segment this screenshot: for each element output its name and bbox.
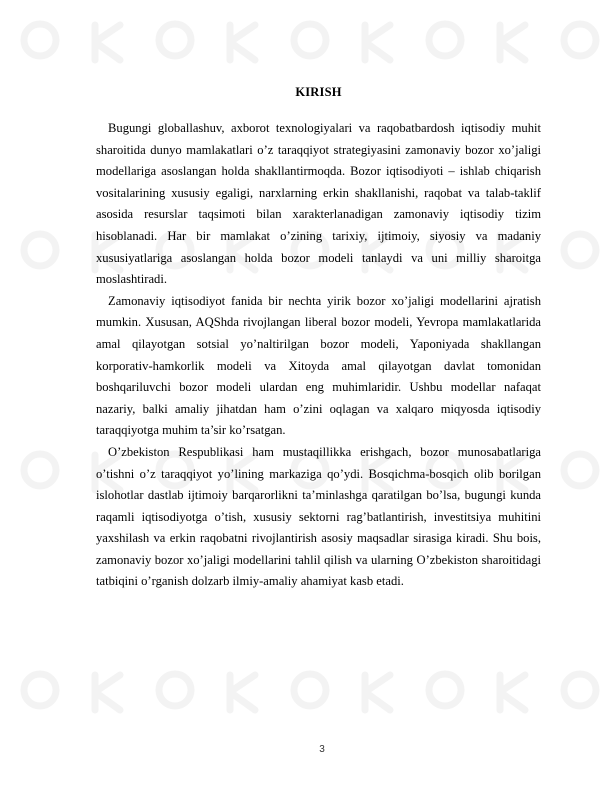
watermark-row-4 bbox=[24, 674, 596, 710]
page-title: KIRISH bbox=[295, 85, 342, 99]
body-text bbox=[96, 118, 541, 593]
paragraph-2: Zamonaviy iqtisodiyot fanida bir nechta yirik bozor xo’jaligi modellarini ajratish mumkin. Xususan, AQShda rivojlangan liberal bozor modeli, Yevropa mamlakatlarida amal qilayotgan sotsial yo’naltirilgan bozor modeli, Yaponiyada shakllangan korporativ-hamkorlik modeli va Xitoyda amal qilayotgan davlat tomonidan boshqariluvchi bozor modeli ulardan eng muhimlaridir. Ushbu modellar nafaqat nazariy, balki amaliy jihatdan ham o’zini oqlagan va xalqaro miqyosda iqtisodiy taraqqiyotga muhim ta’sir ko’rsatgan. bbox=[96, 293, 541, 438]
watermark-row-1 bbox=[24, 24, 596, 60]
paragraph-1: Bugungi globallashuv, axborot texnologiyalari va raqobatbardosh iqtisodiy muhit sharoitida dunyo mamlakatlari o’z taraqqiyot strategiyasini zamonaviy bozor xo’jaligi modellariga asoslangan holda shakllantirmoqda. Bozor iqtisodiyoti – ishlab chiqarish vositalarining xususiy egaligi, narxlarning erkin shakllanishi, raqobat va talab-taklif asosida resurslar taqsimoti bilan xarakterlanadigan zamonaviy iqtisodiy tizim hisoblanadi. Har bir mamlakat o’zining tarixiy, ijtimoiy, siyosiy va madaniy xususiyatlariga asoslangan holda bozor modeli tanlaydi va uni milliy sharoitga moslashtiradi. bbox=[96, 121, 541, 287]
page-number: 3 bbox=[319, 744, 325, 755]
paragraph-3: O’zbekiston Respublikasi ham mustaqillikka erishgach, bozor munosabatlariga o’tishni o’z taraqqiyot yo’lining markaziga qo’ydi. Bosqichma-bosqich olib borilgan islohotlar dastlab ijtimoiy barqarorlikni ta’minlashga qaratilgan bo’lsa, bugungi kunda raqamli iqtisodiyotga o’tish, xususiy sektorni rag’batlantirish, investitsiya muhitini yaxshilash va erkin raqobatni rivojlantirish asosiy maqsadlar sirasiga kiradi. Shu bois, zamonaviy bozor xo’jaligi modellarini tahlil qilish va ularning O’zbekiston sharoitidagi tatbiqini o’rganish dolzarb ilmiy-amaliy ahamiyat kasb etadi. bbox=[96, 444, 541, 589]
